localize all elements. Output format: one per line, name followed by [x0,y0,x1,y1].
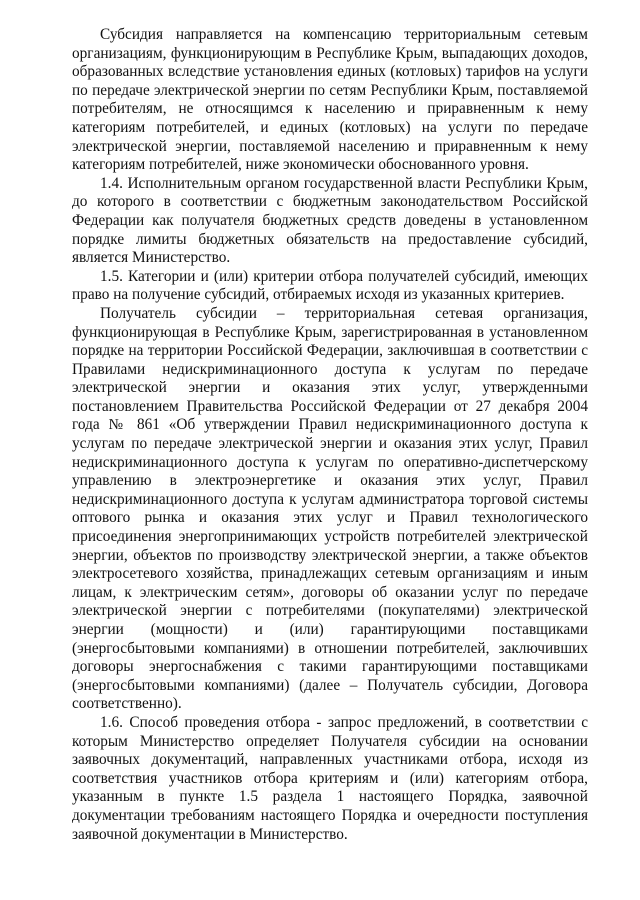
paragraph-1-5: 1.5. Категории и (или) критерии отбора получателей субсидий, имеющих право на получение субсидий, отбираемых исходя из указанных критериев. [72,267,588,304]
document-page [72,26,588,844]
paragraph-1-6: 1.6. Способ проведения отбора - запрос предложений, в соответствии с которым Министерство определяет Получателя субсидии на основании заявочных документаций, направленных участниками отбора, исходя из соответствия участников отбора критериям и (или) категориям отбора, указанным в пункте 1.5 раздела 1 настоящего Порядка, заявочной документации требованиям настоящего Порядка и очередности поступления заявочной документации в Министерство. [72,713,588,843]
paragraph-subsidy-purpose: Субсидия направляется на компенсацию территориальным сетевым организациям, функционирующим в Республике Крым, выпадающих доходов, образованных вследствие установления единых (котловых) тарифов на услуги по передаче электрической энергии по сетям Республики Крым, поставляемой потребителям, не относящимся к населению и приравненным к нему категориям потребителей, и единых (котловых) на услуги по передаче электрической энергии, поставляемой населению и приравненным к нему категориям потребителей, ниже экономически обоснованного уровня. [72,26,588,174]
paragraph-recipient: Получатель субсидии – территориальная сетевая организация, функционирующая в Республике Крым, зарегистрированная в установленном порядке на территории Российской Федерации, заключившая в соответствии с Правилами недискриминационного доступа к услугам по передаче электрической энергии и оказания этих услуг, утвержденными постановлением Правительства Российской Федерации от 27 декабря 2004 года № 861 «Об утверждении Правил недискриминационного доступа к услугам по передаче электрической энергии и оказания этих услуг, Правил недискриминационного доступа к услугам по оперативно-диспетчерскому управлению в электроэнергетике и оказания этих услуг, Правил недискриминационного доступа к услугам администратора торговой системы оптового рынка и оказания этих услуг и Правил технологического присоединения энергопринимающих устройств потребителей электрической энергии, объектов по производству электрической энергии, а также объектов электросетевого хозяйства, принадлежащих сетевым организациям и иным лицам, к электрическим сетям», договоры об оказании услуг по передаче электрической энергии с потребителями (покупателями) электрической энергии (мощности) и (или) гарантирующими поставщиками (энергосбытовыми компаниями) в отношении потребителей, заключивших договоры энергоснабжения с такими гарантирующими поставщиками (энергосбытовыми компаниями) (далее – Получатель субсидии, Договора соответственно). [72,304,588,713]
paragraph-1-4: 1.4. Исполнительным органом государственной власти Республики Крым, до которого в соответствии с бюджетным законодательством Российской Федерации как получателя бюджетных средств доведены в установленном порядке лимиты бюджетных обязательств на предоставление субсидий, является Министерство. [72,174,588,267]
